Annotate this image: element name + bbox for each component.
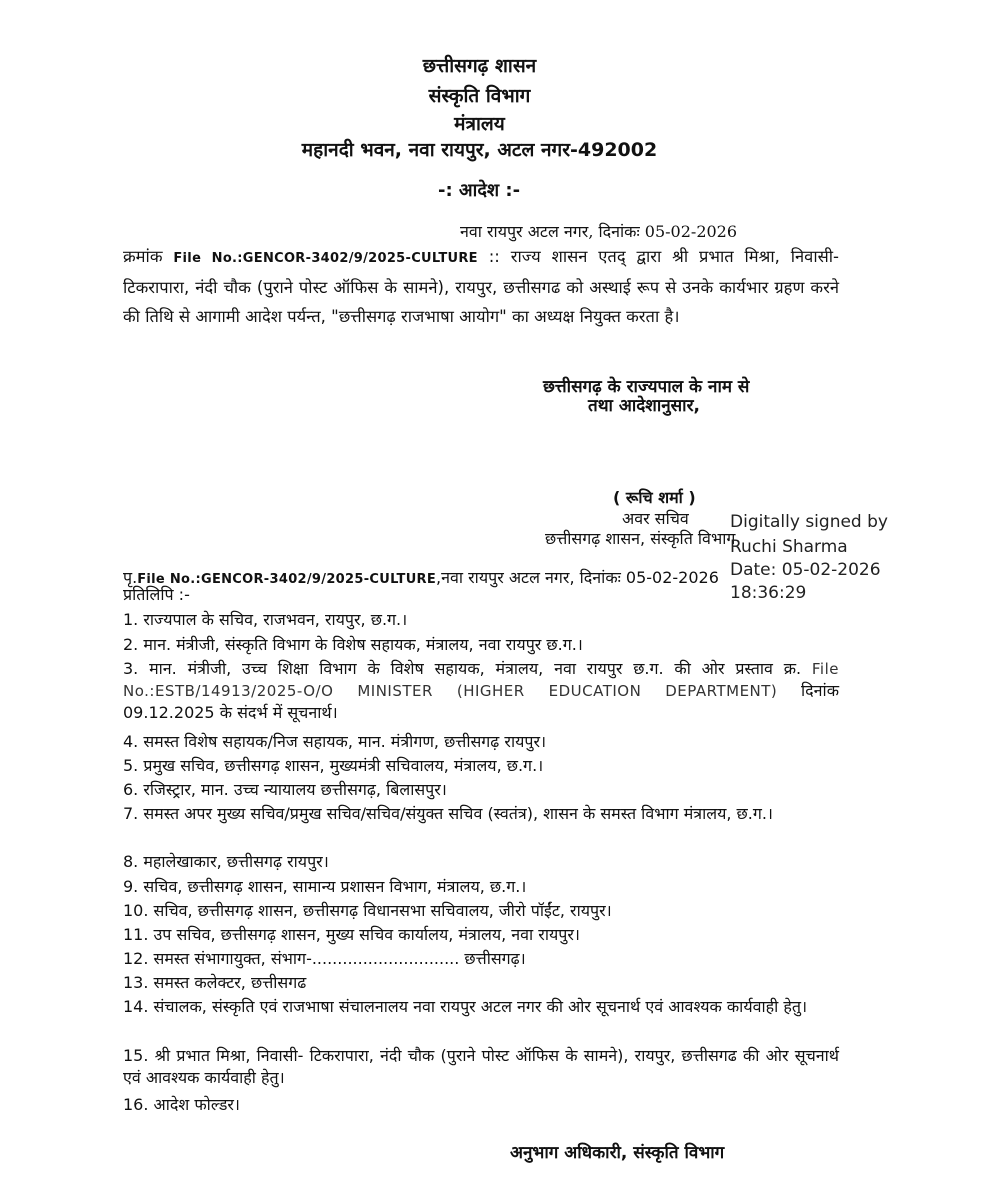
order-heading: -: आदेश :-: [438, 180, 521, 201]
department-name: संस्कृति विभाग: [428, 85, 531, 107]
copy-item: 12. समस्त संभागायुक्त, संभाग-............................. छत्तीसगढ़।: [123, 949, 526, 968]
endorsement-prefix: पृ.: [123, 568, 138, 587]
order-file-number: File No.:GENCOR-3402/9/2025-CULTURE: [173, 251, 478, 266]
copy-item-text: दिनांक 09.12.2025 के संदर्भ में सूचनार्थ।: [123, 681, 839, 722]
copy-item: 16. आदेश फोल्डर।: [123, 1095, 240, 1114]
place-date: नवा रायपुर अटल नगर, दिनांकः 05-02-2026: [460, 222, 738, 241]
office-address: महानदी भवन, नवा रायपुर, अटल नगर-492002: [301, 139, 658, 161]
copy-item: 13. समस्त कलेक्टर, छत्तीसगढ: [123, 973, 307, 992]
copy-item: 10. सचिव, छत्तीसगढ़ शासन, छत्तीसगढ़ विधानसभा सचिवालय, जीरो पॉईंट, रायपुर।: [123, 901, 612, 920]
digital-signature-name: Ruchi Sharma: [730, 537, 848, 557]
copy-item: 8. महालेखाकार, छत्तीसगढ़ रायपुर।: [123, 852, 329, 871]
copy-item: 14. संचालक, संस्कृति एवं राजभाषा संचालनालय नवा रायपुर अटल नगर की ओर सूचनार्थ एवं आवश्यक कार्यवाही हेतु।: [123, 997, 808, 1016]
copy-item: [123, 658, 839, 724]
section-officer-signature: अनुभाग अधिकारी, संस्कृति विभाग: [510, 1143, 725, 1163]
copy-item: 15. श्री प्रभात मिश्रा, निवासी- टिकरापारा, नंदी चौक (पुराने पोस्ट ऑफिस के सामने), रायपुर, छत्तीसगढ की ओर सूचनार्थ एवं आवश्यक कार्यवाही हेतु।: [123, 1046, 839, 1087]
copy-to-label: प्रतिलिपि :-: [123, 585, 190, 604]
ministry-name: मंत्रालय: [454, 113, 505, 135]
order-body: :: राज्य शासन एतद् द्वारा श्री प्रभात मिश्रा, निवासी- टिकरापारा, नंदी चौक (पुराने पोस्ट ऑफिस के सामने), रायपुर, छत्तीसगढ को अस्थाई रूप से उनके कार्यभार ग्रहण करने की तिथि से आगामी आदेश पर्यन्त, "छत्तीसगढ़ राजभाषा आयोग" का अध्यक्ष नियुक्त करता है।: [123, 247, 839, 326]
digital-signature-time: 18:36:29: [730, 583, 807, 603]
signer-name: ( रूचि शर्मा ): [613, 488, 696, 507]
copy-item: 4. समस्त विशेष सहायक/निज सहायक, मान. मंत्रीगण, छत्तीसगढ़ रायपुर।: [123, 732, 547, 751]
digital-signature-label: Digitally signed by: [730, 512, 888, 532]
copy-item: 6. रजिस्ट्रार, मान. उच्च न्यायालय छत्तीसगढ़, बिलासपुर।: [123, 780, 447, 799]
endorsement-file-number: File No.:GENCOR-3402/9/2025-CULTURE: [137, 572, 437, 587]
copy-item: 9. सचिव, छत्तीसगढ़ शासन, सामान्य प्रशासन विभाग, मंत्रालय, छ.ग.।: [123, 877, 527, 896]
copy-item: 7. समस्त अपर मुख्य सचिव/प्रमुख सचिव/सचिव/संयुक्त सचिव (स्वतंत्र), शासन के समस्त विभाग मंत्रालय, छ.ग.।: [123, 804, 773, 823]
order-number-prefix: क्रमांक: [123, 247, 163, 266]
copy-item-reference: File No.:ESTB/14913/2025-O/O MINISTER (HIGHER EDUCATION DEPARTMENT): [123, 660, 839, 700]
copy-item: 11. उप सचिव, छत्तीसगढ़ शासन, मुख्य सचिव कार्यालय, मंत्रालय, नवा रायपुर।: [123, 925, 580, 944]
governor-authority-line: छत्तीसगढ़ के राज्यपाल के नाम से: [543, 377, 750, 397]
digital-signature-date: Date: 05-02-2026: [730, 560, 881, 580]
copy-item-text: 3. मान. मंत्रीजी, उच्च शिक्षा विभाग के विशेष सहायक, मंत्रालय, नवा रायपुर छ.ग. की ओर प्रस्ताव क्र.: [123, 659, 802, 678]
signer-designation: अवर सचिव: [622, 509, 689, 528]
copy-item: 1. राज्यपाल के सचिव, राजभवन, रायपुर, छ.ग.।: [123, 610, 408, 629]
copy-item: 5. प्रमुख सचिव, छत्तीसगढ़ शासन, मुख्यमंत्री सचिवालय, मंत्रालय, छ.ग.।: [123, 756, 544, 775]
signer-department: छत्तीसगढ़ शासन, संस्कृति विभाग: [545, 529, 736, 548]
endorsement-place-date: ,नवा रायपुर अटल नगर, दिनांकः 05-02-2026: [436, 568, 719, 587]
order-paragraph: [123, 242, 839, 331]
governor-order-line: तथा आदेशानुसार,: [588, 396, 700, 416]
endorsement-line: [123, 566, 719, 588]
copy-item: 2. मान. मंत्रीजी, संस्कृति विभाग के विशेष सहायक, मंत्रालय, नवा रायपुर छ.ग.।: [123, 635, 583, 654]
government-name: छत्तीसगढ़ शासन: [422, 55, 537, 77]
